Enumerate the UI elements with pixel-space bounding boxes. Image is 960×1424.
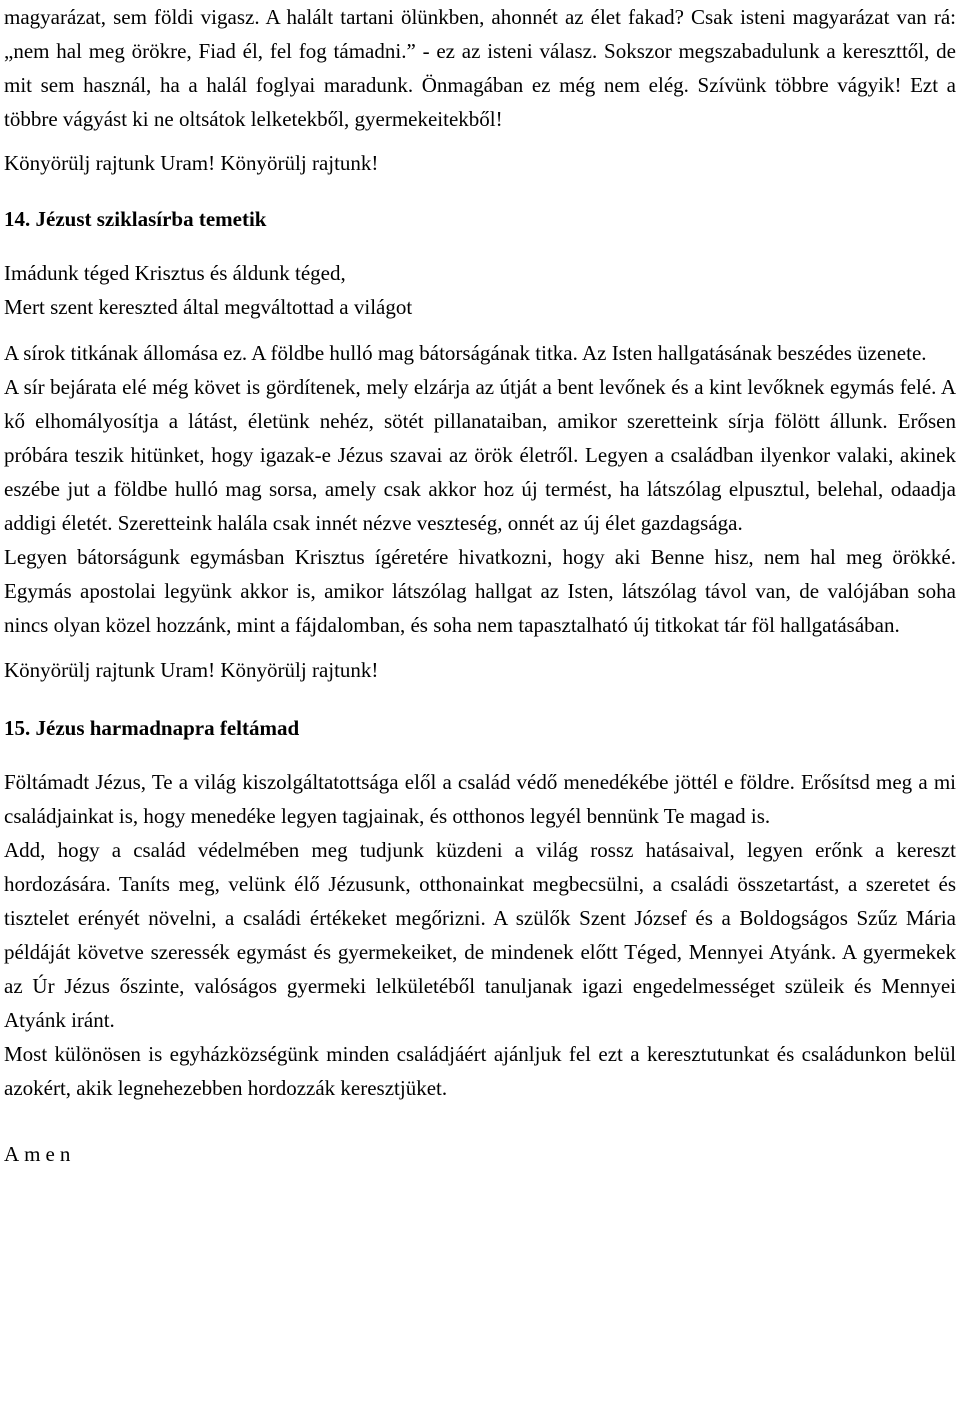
section-14-paragraph-1: A sírok titkának állomása ez. A földbe hulló mag bátorságának titka. Az Isten hallgatásának beszédes üzenete.	[4, 341, 927, 365]
section-15-paragraph-3: Most különösen is egyházközségünk minden családjáért ajánljuk fel ezt a keresztutunkat és családunkon belül azokért, akik legnehezebben hordozzák keresztjüket.	[4, 1042, 956, 1100]
section-14-paragraph-3: Legyen bátorságunk egymásban Krisztus ígéretére hivatkozni, hogy aki Benne hisz, nem hal meg örökké. Egymás apostolai legyünk akkor is, amikor látszólag hallgat az Isten, látszólag távol van, de valójában soha nincs olyan közel hozzánk, mint a fájdalomban, és soha nem tapasztalható új titkokat tár föl hallgatásában.	[4, 545, 956, 637]
section-15-paragraph-1: Föltámadt Jézus, Te a világ kiszolgáltatottsága elől a család védő menedékébe jöttél e földre. Erősítsd meg a mi családjainkat is, hogy menedéke legyen tagjainak, és otthonos legyél bennünk Te magad is.	[4, 770, 956, 828]
section-14-acclamation-line-2: Mert szent kereszted által megváltottad a világot	[4, 295, 413, 319]
intro-paragraph: magyarázat, sem földi vigasz. A halált tartani ölünkben, ahonnét az élet fakad? Csak isteni magyarázat van rá: „nem hal meg örökre, Fiad él, fel fog támadni.” - ez az isteni válasz. Sokszor megszabadulunk a kereszttől, de mit sem használ, ha a halál foglyai maradunk. Önmagában ez még nem elég. Szívünk többre vágyik! Ezt a többre vágyást ki ne oltsátok lelketekből, gyermekeitekből!	[4, 5, 956, 131]
section-15-paragraph-2: Add, hogy a család védelmében meg tudjunk küzdeni a világ rossz hatásaival, legyen erőnk a kereszt hordozására. Taníts meg, velünk élő Jézusunk, otthonainkat megbecsülni, a családi összetartást, a szeretet és tisztelet erényét növelni, a családi értékeket megőrizni. A szülők Szent József és a Boldogságos Szűz Mária példáját követve szeressék egymást és gyermekeiket, de mindenek előtt Téged, Mennyei Atyánk. A gyermekek az Úr Jézus őszinte, valóságos gyermeki lelkületéből tanuljanak igazi engedelmességet szüleik és Mennyei Atyánk iránt.	[4, 838, 956, 1032]
section-14-title: 14. Jézust sziklasírba temetik	[4, 207, 267, 231]
section-14-refrain: Könyörülj rajtunk Uram! Könyörülj rajtunk!	[4, 658, 379, 682]
section-14-paragraph-2: A sír bejárata elé még követ is gördítenek, mely elzárja az útját a bent levőnek és a kint levőknek egymás felé. A kő elhomályosítja a látást, életünk nehéz, sötét pillanataiban, amikor szeretteink sírja fölött állunk. Erősen próbára teszik hitünket, hogy igazak-e Jézus szavai az örök életről. Legyen a családban ilyenkor valaki, akinek eszébe jut a földbe hulló mag sorsa, amely csak akkor hoz új termést, ha látszólag elpusztul, belehal, odaadja addigi életét. Szeretteink halála csak innét nézve veszteség, onnét az új élet gazdagsága.	[4, 375, 956, 535]
section-14-acclamation-line-1: Imádunk téged Krisztus és áldunk téged,	[4, 261, 346, 285]
intro-refrain: Könyörülj rajtunk Uram! Könyörülj rajtunk!	[4, 151, 379, 175]
closing-amen: Amen	[4, 1142, 76, 1166]
section-15-title: 15. Jézus harmadnapra feltámad	[4, 716, 300, 740]
